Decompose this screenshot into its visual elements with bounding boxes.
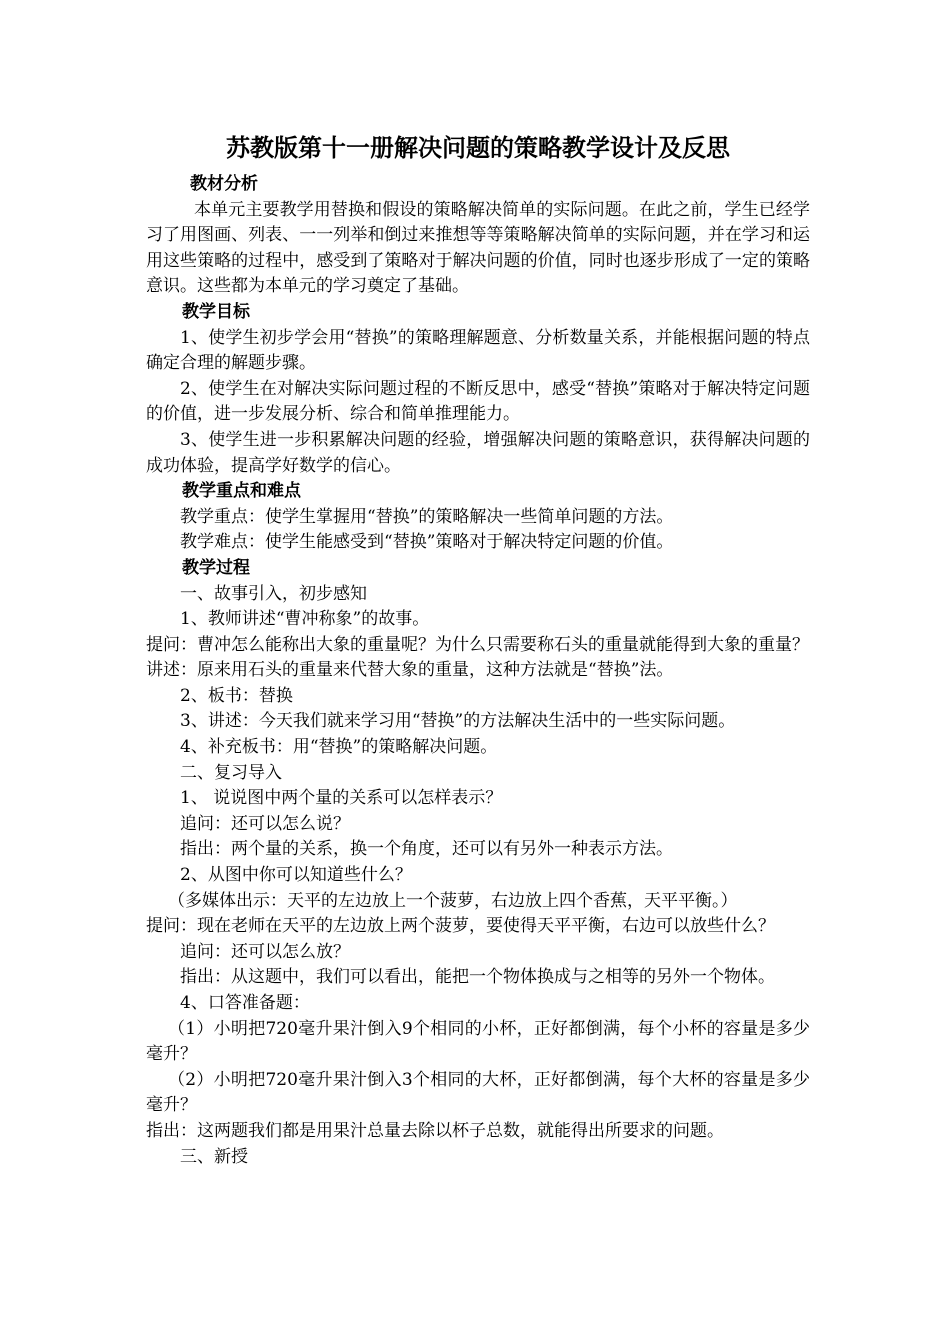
paragraph: 讲述：原来用石头的重量来代替大象的重量，这种方法就是“替换”法。 [146,660,674,681]
paragraph: （多媒体出示：天平的左边放上一个菠萝，右边放上四个香蕉，天平平衡。） [168,890,738,911]
paragraph: 一、故事引入，初步感知 [180,583,367,604]
paragraph: 指出：这两题我们都是用果汁总量去除以杯子总数，就能得出所要求的问题。 [146,1120,724,1141]
paragraph: 2、使学生在对解决实际问题过程的不断反思中，感受“替换”策略对于解决特定问题的价值，进一步发展分析、综合和简单推理能力。 [146,378,810,425]
paragraph: 4、补充板书：用“替换”的策略解决问题。 [180,737,498,758]
paragraph: 1、 说说图中两个量的关系可以怎样表示？ [180,788,503,809]
paragraph: 教学难点：使学生能感受到“替换”策略对于解决特定问题的价值。 [180,532,674,553]
paragraph: 三、新授 [180,1146,248,1167]
paragraph: 本单元主要教学用替换和假设的策略解决简单的实际问题。在此之前，学生已经学习了用图画、列表、一一列举和倒过来推想等等策略解决简单的实际问题，并在学习和运用这些策略的过程中，感受到了策略对于解决问题的价值，同时也逐步形成了一定的策略意识。这些都为本单元的学习奠定了基础。 [146,199,810,297]
document-page [146,130,810,1170]
paragraph: （1）小明把720毫升果汁倒入9个相同的小杯，正好都倒满，每个小杯的容量是多少毫升？ [146,1018,810,1065]
paragraph: 1、教师讲述“曹冲称象”的故事。 [180,609,430,630]
paragraph: 追问：还可以怎么放？ [180,941,350,962]
paragraph: 教学重点：使学生掌握用“替换”的策略解决一些简单问题的方法。 [180,506,674,527]
section-heading-objectives: 教学目标 [182,301,250,322]
paragraph: 3、讲述：今天我们就来学习用“替换”的方法解决生活中的一些实际问题。 [180,711,736,732]
paragraph: 提问：曹冲怎么能称出大象的重量呢？为什么只需要称石头的重量就能得到大象的重量？ [146,634,809,655]
paragraph: 1、使学生初步学会用“替换”的策略理解题意、分析数量关系，并能根据问题的特点确定合理的解题步骤。 [146,327,810,374]
paragraph: 追问：还可以怎么说？ [180,813,350,834]
paragraph: 指出：两个量的关系，换一个角度，还可以有另外一种表示方法。 [180,839,673,860]
paragraph: 指出：从这题中，我们可以看出，能把一个物体换成与之相等的另外一个物体。 [180,967,775,988]
paragraph: 2、从图中你可以知道些什么？ [180,865,412,886]
paragraph: （2）小明把720毫升果汁倒入3个相同的大杯，正好都倒满，每个大杯的容量是多少毫升？ [146,1069,810,1116]
section-heading-process: 教学过程 [182,557,250,578]
section-heading-key-points: 教学重点和难点 [182,481,301,502]
paragraph: 二、复习导入 [180,762,282,783]
paragraph: 3、使学生进一步积累解决问题的经验，增强解决问题的策略意识，获得解决问题的成功体验，提高学好数学的信心。 [146,429,810,476]
paragraph: 提问：现在老师在天平的左边放上两个菠萝，要使得天平平衡，右边可以放些什么？ [146,916,775,937]
paragraph: 2、板书：替换 [180,685,293,706]
section-heading-materials: 教材分析 [190,174,258,194]
paragraph: 4、口答准备题： [180,993,310,1013]
document-title: 苏教版第十一册解决问题的策略教学设计及反思 [226,134,730,162]
